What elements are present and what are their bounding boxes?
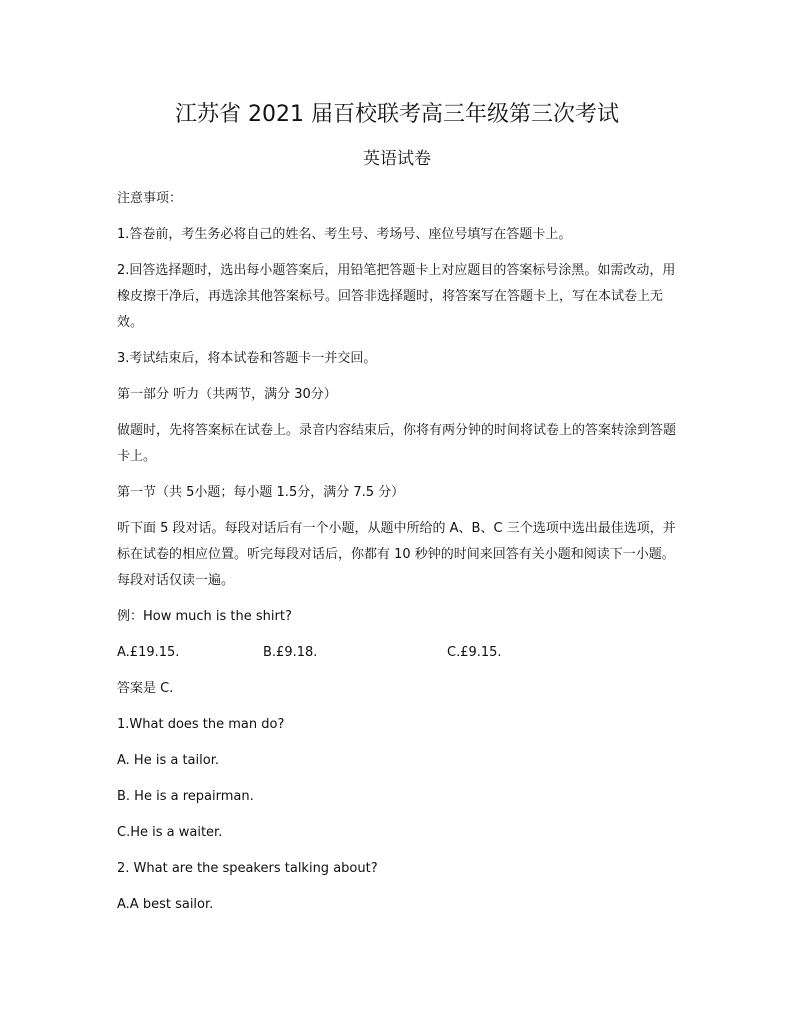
part1-instruction: 做题时，先将答案标在试卷上。录音内容结束后，你将有两分钟的时间将试卷上的答案转涂到答题卡上。 [117, 423, 677, 464]
question-1-option-c: C.He is a waiter. [117, 825, 223, 840]
question-1-option-a: A. He is a tailor. [117, 753, 219, 768]
note-item-2: 2.回答选择题时，选出每小题答案后，用铅笔把答题卡上对应题目的答案标号涂黑。如需改动，用橡皮擦干净后，再选涂其他答案标号。回答非选择题时，将答案写在答题卡上，写在本试卷上无效。 [117, 263, 676, 330]
question-1: 1.What does the man do? [117, 717, 285, 732]
notes-heading: 注意事项： [117, 191, 183, 206]
example-question: 例：How much is the shirt? [117, 609, 292, 624]
document-title: 江苏省 2021 届百校联考高三年级第三次考试 [175, 102, 619, 127]
example-options [117, 640, 683, 666]
part1-heading: 第一部分 听力（共两节，满分 30分） [117, 387, 337, 402]
note-item-1: 1.答卷前，考生务必将自己的姓名、考生号、考场号、座位号填写在答题卡上。 [117, 227, 572, 242]
section1-instruction: 听下面 5 段对话。每段对话后有一个小题，从题中所给的 A、B、C 三个选项中选出最佳选项，并标在试卷的相应位置。听完每段对话后，你都有 10 秒钟的时间来回答有关小题和阅读下一小题。每段对话仅读一遍。 [117, 521, 676, 588]
example-option-c: C.£9.15. [447, 645, 502, 660]
document-subtitle: 英语试卷 [363, 149, 431, 169]
section1-heading: 第一节（共 5小题；每小题 1.5分，满分 7.5 分） [117, 485, 405, 500]
example-answer: 答案是 C. [117, 681, 174, 696]
example-option-b: B.£9.18. [263, 645, 318, 660]
question-1-option-b: B. He is a repairman. [117, 789, 254, 804]
example-option-a: A.£19.15. [117, 645, 180, 660]
document-body [117, 186, 683, 928]
note-item-3: 3.考试结束后，将本试卷和答题卡一并交回。 [117, 351, 377, 366]
question-2: 2. What are the speakers talking about? [117, 861, 378, 876]
question-2-option-a: A.A best sailor. [117, 897, 214, 912]
